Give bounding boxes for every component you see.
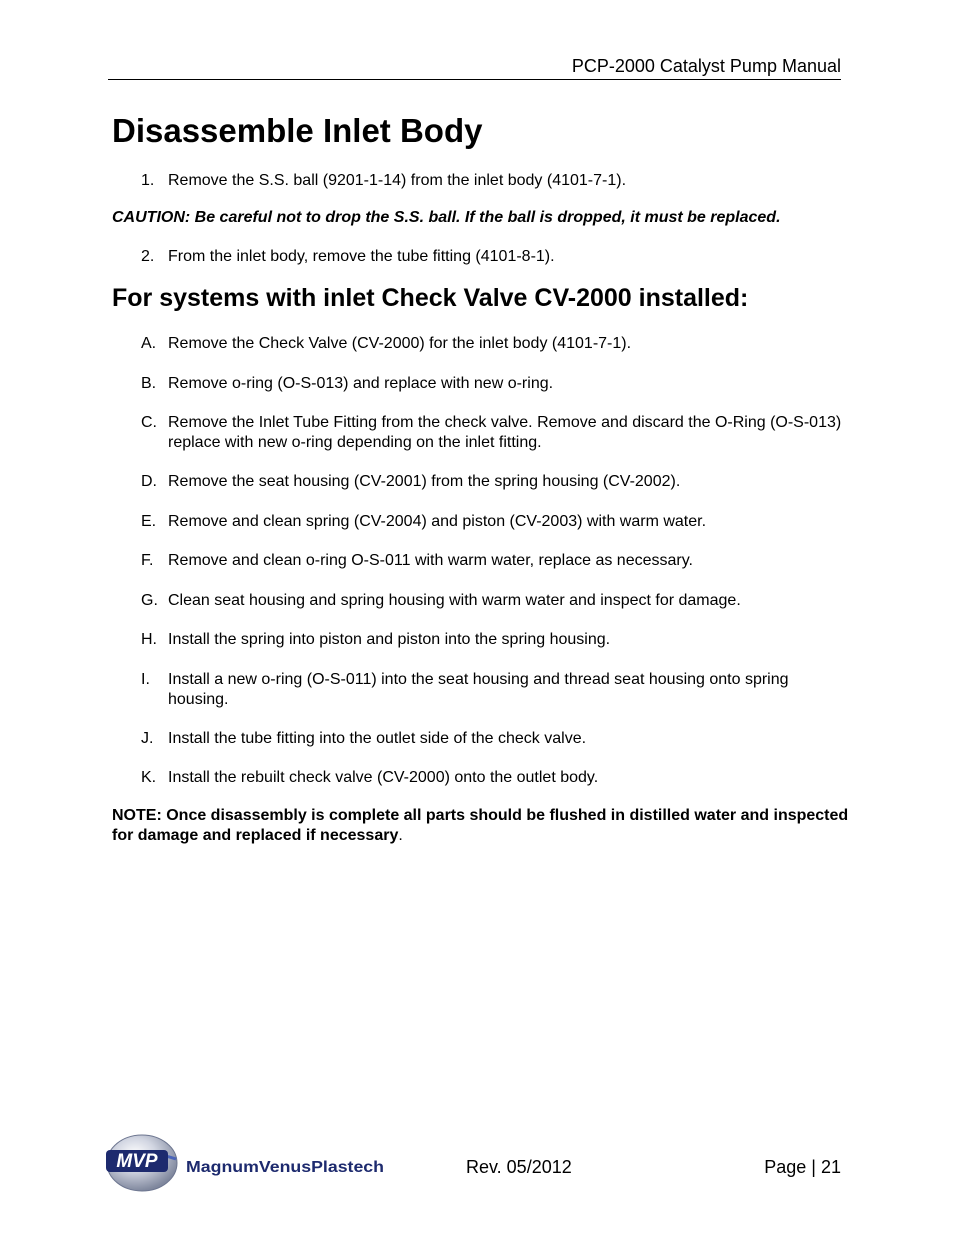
list-text: Remove and clean o-ring O-S-011 with warm water, replace as necessary.	[168, 552, 693, 569]
list-text: Remove the Inlet Tube Fitting from the check valve. Remove and discard the O-Ring (O-S-013) replace with new o-ring depending on the inlet fitting.	[168, 414, 842, 451]
list-text: Remove the Check Valve (CV-2000) for the inlet body (4101-7-1).	[168, 335, 632, 352]
list-text: From the inlet body, remove the tube fitting (4101-8-1).	[168, 248, 555, 265]
list-marker: A.	[141, 335, 157, 352]
section-heading: For systems with inlet Check Valve CV-2000 installed:	[112, 284, 749, 312]
list-text: Install the spring into piston and piston into the spring housing.	[168, 631, 611, 648]
header-divider	[108, 79, 841, 80]
logo-wordmark: MagnumVenusPlastech	[186, 1159, 384, 1176]
mvp-logo	[104, 1133, 394, 1193]
list-item	[112, 472, 842, 492]
list-text: Install a new o-ring (O-S-011) into the seat housing and thread seat housing onto spring housing.	[168, 671, 789, 708]
list-marker: B.	[141, 375, 157, 392]
list-marker: D.	[141, 473, 157, 490]
note-text: NOTE: Once disassembly is complete all parts should be flushed in distilled water and inspected for damage and replaced if necessary	[112, 807, 849, 844]
list-marker: K.	[141, 769, 157, 786]
caution-note: CAUTION: Be careful not to drop the S.S. ball. If the ball is dropped, it must be replaced.	[112, 209, 781, 226]
list-text: Remove the S.S. ball (9201-1-14) from the inlet body (4101-7-1).	[168, 172, 627, 189]
list-marker: 2.	[141, 248, 155, 265]
list-text: Install the rebuilt check valve (CV-2000) onto the outlet body.	[168, 769, 599, 786]
list-text: Clean seat housing and spring housing with warm water and inspect for damage.	[168, 592, 741, 609]
logo-mark: MVP	[116, 1151, 158, 1172]
list-marker: F.	[141, 552, 154, 569]
note-period: .	[398, 827, 403, 844]
revision-date: Rev. 05/2012	[466, 1157, 572, 1177]
list-item	[112, 551, 842, 571]
manual-title: PCP-2000 Catalyst Pump Manual	[571, 56, 841, 76]
list-item	[112, 247, 842, 267]
page-title: Disassemble Inlet Body	[112, 112, 483, 149]
page-number: Page | 21	[764, 1157, 841, 1177]
list-text: Remove and clean spring (CV-2004) and piston (CV-2003) with warm water.	[168, 513, 707, 530]
list-marker: C.	[141, 414, 157, 431]
list-marker: 1.	[141, 172, 155, 189]
list-text: Install the tube fitting into the outlet side of the check valve.	[168, 730, 587, 747]
list-text: Remove o-ring (O-S-013) and replace with new o-ring.	[168, 375, 554, 392]
list-marker: E.	[141, 513, 157, 530]
list-item	[112, 591, 842, 611]
list-marker: J.	[141, 730, 154, 747]
list-item	[112, 768, 842, 788]
list-item	[112, 334, 842, 354]
disassembly-note	[112, 806, 852, 846]
list-marker: I.	[141, 671, 150, 688]
list-marker: H.	[141, 631, 157, 648]
list-item	[112, 670, 842, 710]
list-item	[112, 171, 842, 191]
list-item	[112, 729, 842, 749]
list-item	[112, 630, 842, 650]
list-item	[112, 512, 842, 532]
list-item	[112, 413, 842, 453]
list-marker: G.	[141, 592, 158, 609]
list-item	[112, 374, 842, 394]
list-text: Remove the seat housing (CV-2001) from the spring housing (CV-2002).	[168, 473, 681, 490]
